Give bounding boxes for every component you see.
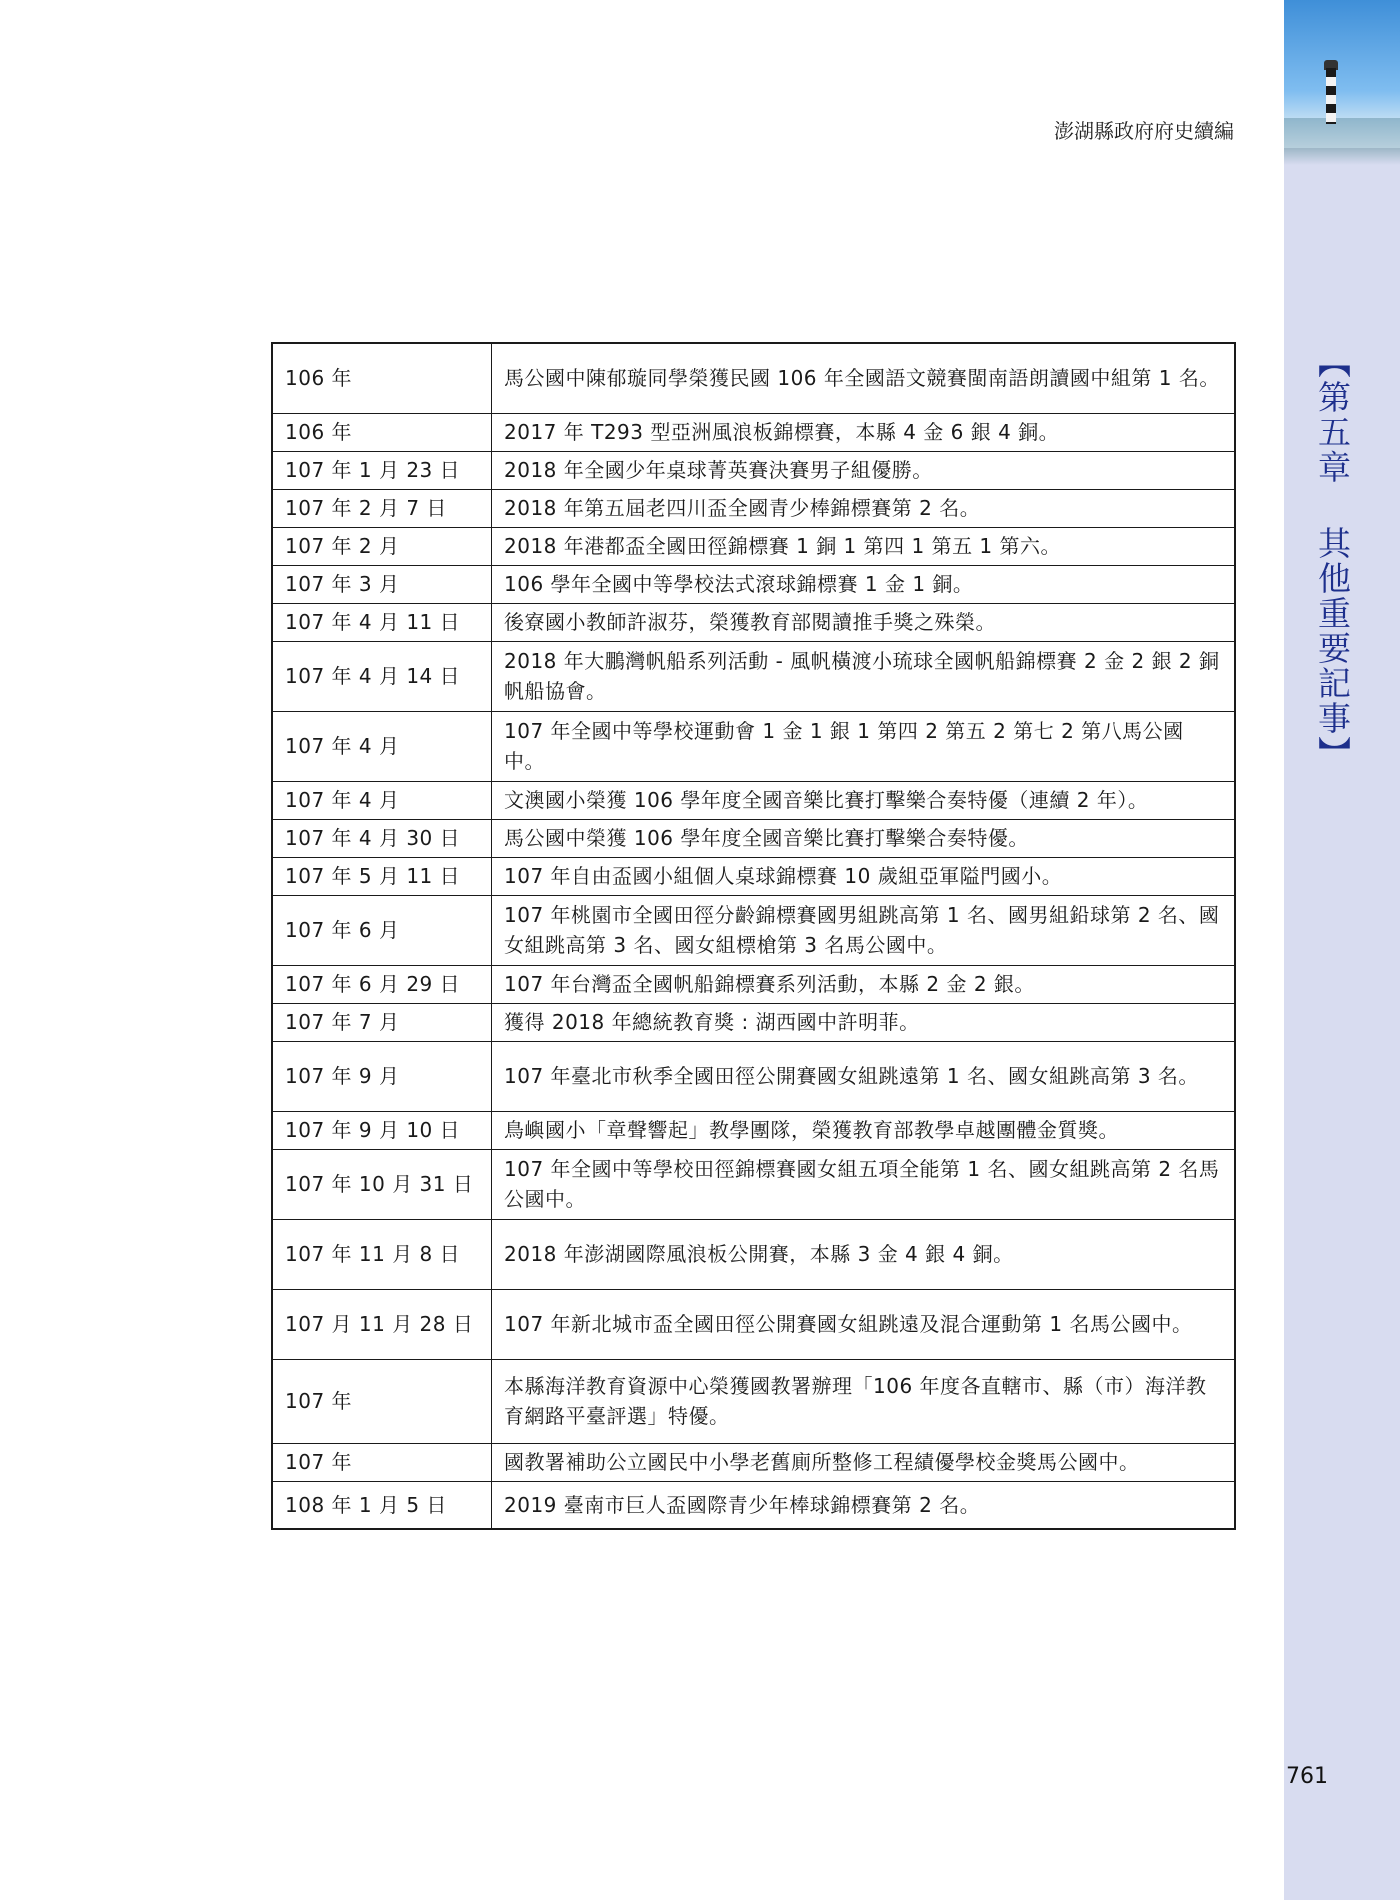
row-event: 107 年新北城市盃全國田徑公開賽國女組跳遠及混合運動第 1 名馬公國中。 [492, 1289, 1236, 1359]
row-event: 2017 年 T293 型亞洲風浪板錦標賽，本縣 4 金 6 銀 4 銅。 [492, 413, 1236, 451]
table-row [272, 895, 1235, 965]
table-row [272, 413, 1235, 451]
row-event: 馬公國中陳郁璇同學榮獲民國 106 年全國語文競賽閩南語朗讀國中組第 1 名。 [492, 343, 1236, 413]
row-date: 107 年 4 月 [272, 781, 492, 819]
table-row [272, 1359, 1235, 1443]
row-date: 107 年 4 月 11 日 [272, 603, 492, 641]
table-row [272, 1219, 1235, 1289]
table-row [272, 1289, 1235, 1359]
table-row [272, 1041, 1235, 1111]
row-date: 107 年 5 月 11 日 [272, 857, 492, 895]
row-date: 107 年 [272, 1443, 492, 1481]
table-row [272, 965, 1235, 1003]
row-date: 107 年 7 月 [272, 1003, 492, 1041]
row-event: 2018 年全國少年桌球菁英賽決賽男子組優勝。 [492, 451, 1236, 489]
row-event: 後寮國小教師許淑芬，榮獲教育部閱讀推手獎之殊榮。 [492, 603, 1236, 641]
row-date: 107 年 10 月 31 日 [272, 1149, 492, 1219]
row-event: 2019 臺南市巨人盃國際青少年棒球錦標賽第 2 名。 [492, 1481, 1236, 1529]
chapter-title: 【第五章 其他重要記事】 [1313, 345, 1352, 771]
row-event: 107 年臺北市秋季全國田徑公開賽國女組跳遠第 1 名、國女組跳高第 3 名。 [492, 1041, 1236, 1111]
row-date: 107 年 3 月 [272, 565, 492, 603]
running-head: 澎湖縣政府府史續編 [1054, 119, 1234, 143]
row-date: 107 年 4 月 [272, 711, 492, 781]
sea-strip [1284, 118, 1400, 148]
table-row [272, 1443, 1235, 1481]
row-date: 106 年 [272, 343, 492, 413]
row-date: 107 年 4 月 30 日 [272, 819, 492, 857]
row-event: 107 年桃園市全國田徑分齡錦標賽國男組跳高第 1 名、國男組鉛球第 2 名、國女組跳高第 3 名、國女組標槍第 3 名馬公國中。 [492, 895, 1236, 965]
row-date: 107 年 [272, 1359, 492, 1443]
row-date: 108 年 1 月 5 日 [272, 1481, 492, 1529]
row-date: 107 年 11 月 8 日 [272, 1219, 492, 1289]
row-event: 107 年自由盃國小組個人桌球錦標賽 10 歲組亞軍隘門國小。 [492, 857, 1236, 895]
table-row [272, 711, 1235, 781]
row-date: 107 年 6 月 29 日 [272, 965, 492, 1003]
row-event: 2018 年第五屆老四川盃全國青少棒錦標賽第 2 名。 [492, 489, 1236, 527]
row-date: 107 月 11 月 28 日 [272, 1289, 492, 1359]
row-event: 鳥嶼國小「章聲響起」教學團隊，榮獲教育部教學卓越團體金質獎。 [492, 1111, 1236, 1149]
table-row [272, 641, 1235, 711]
lighthouse-photo [1284, 0, 1400, 165]
row-date: 107 年 2 月 [272, 527, 492, 565]
table-row [272, 857, 1235, 895]
row-date: 107 年 1 月 23 日 [272, 451, 492, 489]
table-row [272, 1149, 1235, 1219]
table-row [272, 1003, 1235, 1041]
table-row [272, 451, 1235, 489]
row-date: 107 年 4 月 14 日 [272, 641, 492, 711]
row-event: 2018 年港都盃全國田徑錦標賽 1 銅 1 第四 1 第五 1 第六。 [492, 527, 1236, 565]
lighthouse-tower [1326, 68, 1336, 124]
row-event: 2018 年大鵬灣帆船系列活動 - 風帆橫渡小琉球全國帆船錦標賽 2 金 2 銀 2 銅帆船協會。 [492, 641, 1236, 711]
records-table [271, 342, 1236, 1530]
row-event: 馬公國中榮獲 106 學年度全國音樂比賽打擊樂合奏特優。 [492, 819, 1236, 857]
table-row [272, 343, 1235, 413]
row-date: 107 年 9 月 10 日 [272, 1111, 492, 1149]
table-row [272, 565, 1235, 603]
row-event: 國教署補助公立國民中小學老舊廁所整修工程績優學校金獎馬公國中。 [492, 1443, 1236, 1481]
table-row [272, 603, 1235, 641]
row-date: 106 年 [272, 413, 492, 451]
row-date: 107 年 6 月 [272, 895, 492, 965]
table-row [272, 527, 1235, 565]
row-event: 107 年台灣盃全國帆船錦標賽系列活動，本縣 2 金 2 銀。 [492, 965, 1236, 1003]
row-event: 文澳國小榮獲 106 學年度全國音樂比賽打擊樂合奏特優（連續 2 年）。 [492, 781, 1236, 819]
row-event: 107 年全國中等學校田徑錦標賽國女組五項全能第 1 名、國女組跳高第 2 名馬公國中。 [492, 1149, 1236, 1219]
row-event: 2018 年澎湖國際風浪板公開賽，本縣 3 金 4 銀 4 銅。 [492, 1219, 1236, 1289]
table-row [272, 1481, 1235, 1529]
row-event: 本縣海洋教育資源中心榮獲國教署辦理「106 年度各直轄市、縣（市）海洋教育網路平臺評選」特優。 [492, 1359, 1236, 1443]
records-table-body [272, 343, 1235, 1529]
row-date: 107 年 9 月 [272, 1041, 492, 1111]
row-event: 107 年全國中等學校運動會 1 金 1 銀 1 第四 2 第五 2 第七 2 第八馬公國中。 [492, 711, 1236, 781]
page-number: 761 [1286, 1764, 1328, 1789]
table-row [272, 819, 1235, 857]
table-row [272, 1111, 1235, 1149]
chapter-sidebar [1284, 0, 1400, 1900]
table-row [272, 489, 1235, 527]
row-event: 獲得 2018 年總統教育獎 : 湖西國中許明菲。 [492, 1003, 1236, 1041]
row-event: 106 學年全國中等學校法式滾球錦標賽 1 金 1 銅。 [492, 565, 1236, 603]
row-date: 107 年 2 月 7 日 [272, 489, 492, 527]
table-row [272, 781, 1235, 819]
